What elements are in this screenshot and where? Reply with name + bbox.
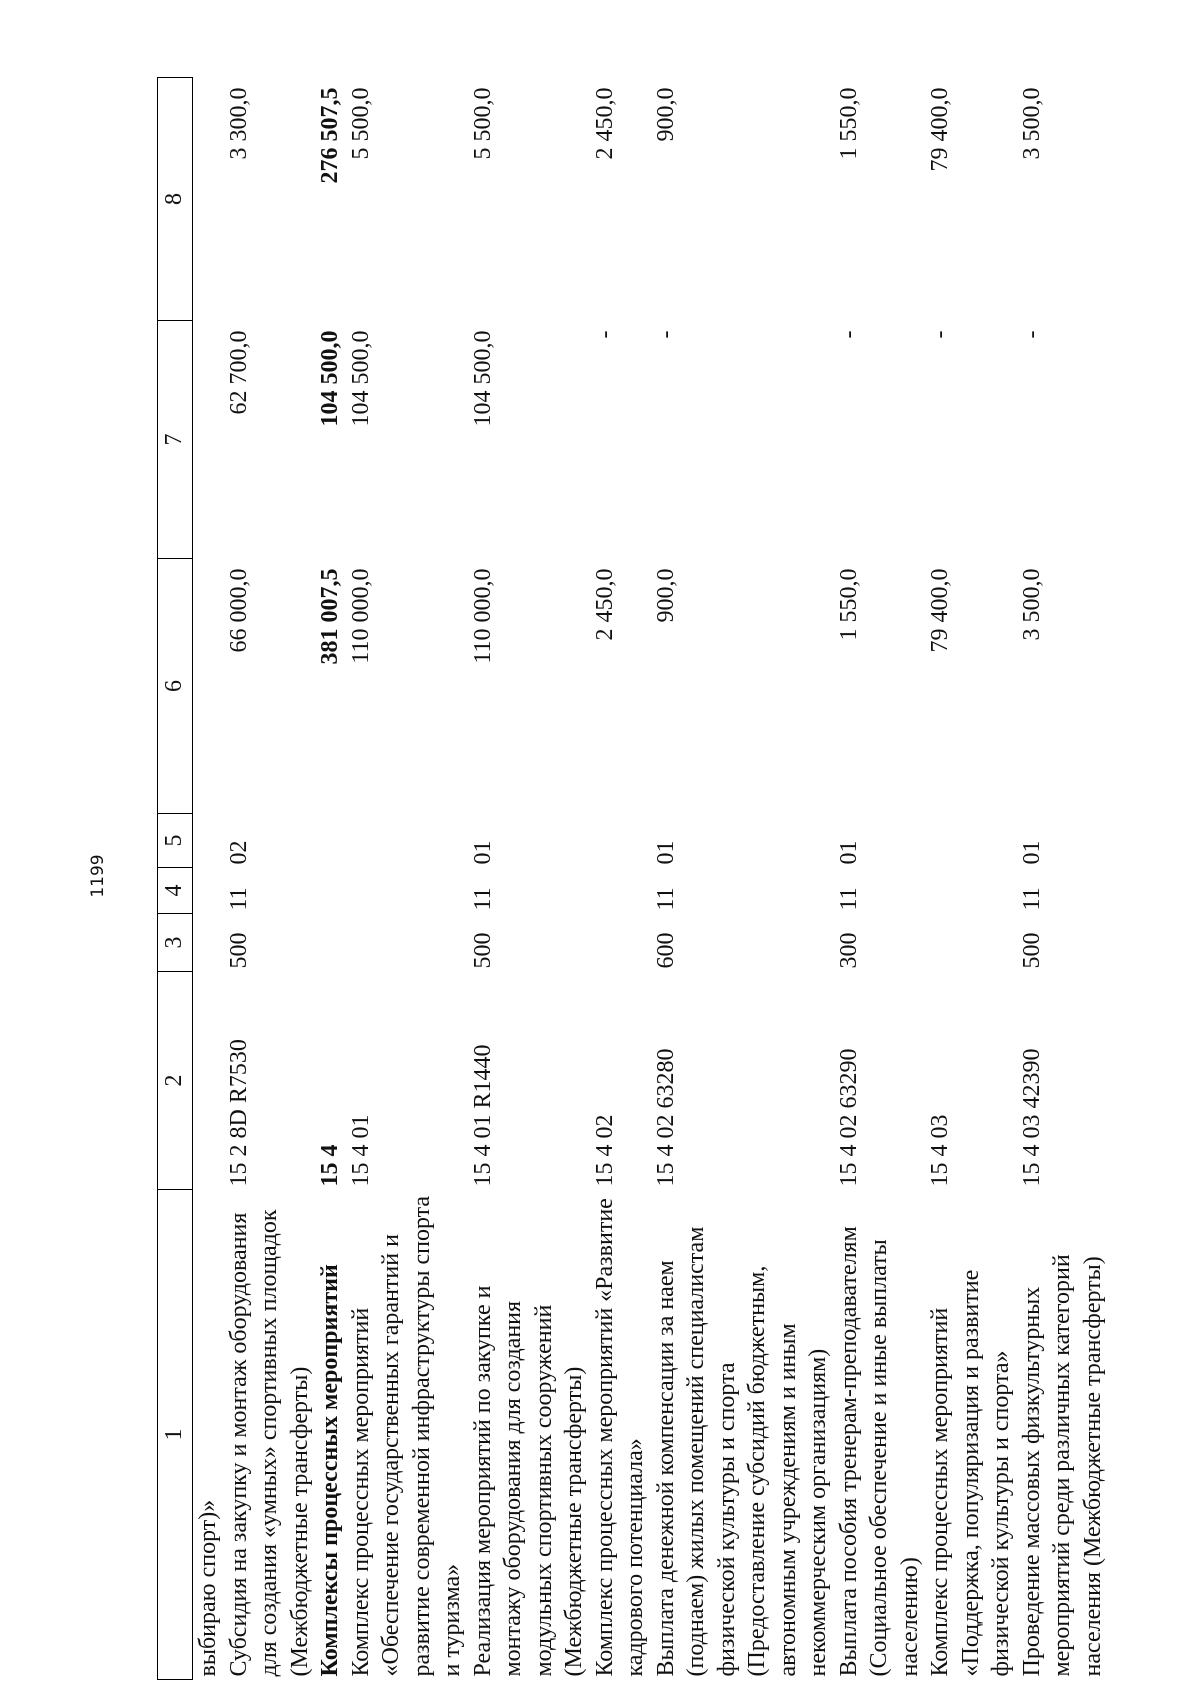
expense-type-cell: 600 <box>652 932 679 969</box>
section-cell <box>925 868 1017 914</box>
expense-type-cell <box>925 914 1017 972</box>
amount-total-cell: 66 000,0 <box>225 568 252 653</box>
section-cell: 11 <box>225 887 252 911</box>
amount-total-cell: 79 400,0 <box>927 568 953 653</box>
subsection-cell: 01 <box>652 840 679 865</box>
budget-table <box>157 77 1108 1680</box>
amount-total-cell: 2 450,0 <box>591 568 618 641</box>
section-cell <box>193 868 224 914</box>
table-row <box>1017 78 1109 1680</box>
section-cell: 11 <box>469 887 496 911</box>
amount-federal-cell: 62 700,0 <box>225 330 252 415</box>
amount-federal-cell: 104 500,0 <box>347 330 374 427</box>
section-cell <box>315 868 346 914</box>
section-cell <box>346 868 468 914</box>
section-cell: 11 <box>835 887 862 911</box>
amount-federal-cell: - <box>1018 330 1045 339</box>
amount-regional-cell: 3 300,0 <box>225 87 252 160</box>
subsection-cell <box>193 814 224 868</box>
amount-regional-cell: 5 500,0 <box>469 87 496 160</box>
row-name-cell: Комплекс процессных мероприятий «Обеспечение государственных гарантий и развитие современной инфраструктуры спорта и туризма» <box>347 1195 465 1677</box>
target-code-cell: 15 4 02 63280 <box>652 1048 679 1187</box>
expense-type-cell: 500 <box>225 932 252 969</box>
table-row <box>651 78 834 1680</box>
column-header: 5 <box>158 814 193 868</box>
target-code-cell: 15 4 03 42390 <box>1018 1048 1045 1187</box>
amount-total-cell: 110 000,0 <box>469 568 496 664</box>
section-cell: 11 <box>652 887 679 911</box>
amount-regional-cell: 900,0 <box>652 87 679 142</box>
expense-type-cell <box>315 914 346 972</box>
amount-regional-cell: 3 500,0 <box>1018 87 1045 160</box>
column-header: 8 <box>158 78 193 321</box>
amount-regional-cell: 5 500,0 <box>347 87 374 160</box>
row-name-cell: Комплекс процессных мероприятий «Поддержка, популяризация и развитие физической культуры и спорта» <box>927 1269 1014 1677</box>
target-code-cell: 15 4 03 <box>927 1114 953 1187</box>
subsection-cell <box>315 814 346 868</box>
subsection-cell: 02 <box>225 840 252 865</box>
column-header: 6 <box>158 559 193 814</box>
amount-total-cell <box>193 559 224 814</box>
column-header: 1 <box>158 1190 193 1680</box>
subsection-cell <box>346 814 468 868</box>
row-name-cell: Выплата денежной компенсации за наем (поднаем) жилых помещений специалистам физической культуры и спорта (Предоставление субсидий бюджетным, автономным учреждениям и иным некоммерческим организациям) <box>652 1226 831 1677</box>
subsection-cell: 01 <box>469 840 496 865</box>
table-header-row <box>158 78 193 1680</box>
section-cell <box>590 868 651 914</box>
expense-type-cell <box>590 914 651 972</box>
table-row <box>315 78 346 1680</box>
table-row <box>224 78 316 1680</box>
subsection-cell <box>925 814 1017 868</box>
row-name-cell: выбирaю спорт)» <box>195 1499 221 1677</box>
amount-regional-cell: 1 550,0 <box>835 87 862 160</box>
amount-total-cell: 1 550,0 <box>835 568 862 641</box>
expense-type-cell: 500 <box>1018 932 1045 969</box>
amount-federal-cell: - <box>927 330 953 339</box>
amount-regional-cell <box>193 78 224 321</box>
table-row <box>925 78 1017 1680</box>
amount-federal-cell: - <box>591 330 618 339</box>
column-header: 3 <box>158 914 193 972</box>
row-name-cell: Выплата пособия тренерам-преподавателям (Социальное обеспечение и иные выплаты населению) <box>835 1226 923 1677</box>
target-code-cell: 15 4 <box>317 1144 343 1187</box>
expense-type-cell <box>346 914 468 972</box>
target-code-cell: 15 4 02 63290 <box>835 1048 862 1187</box>
target-code-cell: 15 2 8D R7530 <box>225 1039 252 1187</box>
column-header: 2 <box>158 972 193 1190</box>
amount-regional-cell: 79 400,0 <box>927 87 953 172</box>
target-code-cell: 15 4 02 <box>591 1114 618 1187</box>
amount-total-cell: 381 007,5 <box>317 568 343 665</box>
amount-regional-cell: 2 450,0 <box>591 87 618 160</box>
subsection-cell: 01 <box>835 840 862 865</box>
subsection-cell: 01 <box>1018 840 1045 865</box>
target-code-cell <box>193 972 224 1190</box>
row-name-cell: Комплекс процессных мероприятий «Развитие кадрового потенциала» <box>591 1198 648 1677</box>
amount-total-cell: 110 000,0 <box>347 568 374 664</box>
amount-federal-cell: 104 500,0 <box>469 330 496 427</box>
row-name-cell: Реализация мероприятий по закупке и монтажу оборудования для создания модульных спортивных сооружений (Межбюджетные трансферты) <box>469 1285 587 1677</box>
amount-federal-cell: 104 500,0 <box>317 330 343 427</box>
table-row <box>834 78 926 1680</box>
expense-type-cell: 300 <box>835 932 862 969</box>
subsection-cell <box>590 814 651 868</box>
page-number: 1199 <box>88 854 108 898</box>
target-code-cell: 15 4 01 <box>347 1114 374 1187</box>
table-row <box>590 78 651 1680</box>
amount-federal-cell: - <box>835 330 862 339</box>
amount-total-cell: 900,0 <box>652 568 679 623</box>
table-row <box>468 78 590 1680</box>
amount-regional-cell: 276 507,5 <box>317 87 343 184</box>
rotated-page <box>157 78 1200 1680</box>
amount-total-cell: 3 500,0 <box>1018 568 1045 641</box>
column-header: 4 <box>158 868 193 914</box>
expense-type-cell: 500 <box>469 932 496 969</box>
target-code-cell: 15 4 01 R1440 <box>469 1044 496 1187</box>
table-row <box>346 78 468 1680</box>
row-name-cell: Субсидия на закупку и монтаж оборудования для создания «умных» спортивных площадок (Межбюджетные трансферты) <box>225 1209 313 1677</box>
table-body <box>193 78 1109 1680</box>
expense-type-cell <box>193 914 224 972</box>
section-cell: 11 <box>1018 887 1045 911</box>
amount-federal-cell <box>193 321 224 559</box>
amount-federal-cell: - <box>652 330 679 339</box>
table-row <box>193 78 224 1680</box>
row-name-cell: Комплексы процессных мероприятий <box>317 1264 343 1677</box>
row-name-cell: Проведение массовых физкультурных мероприятий среди различных категорий населения (Межбюджетные трансферты) <box>1018 1254 1106 1677</box>
column-header: 7 <box>158 321 193 559</box>
